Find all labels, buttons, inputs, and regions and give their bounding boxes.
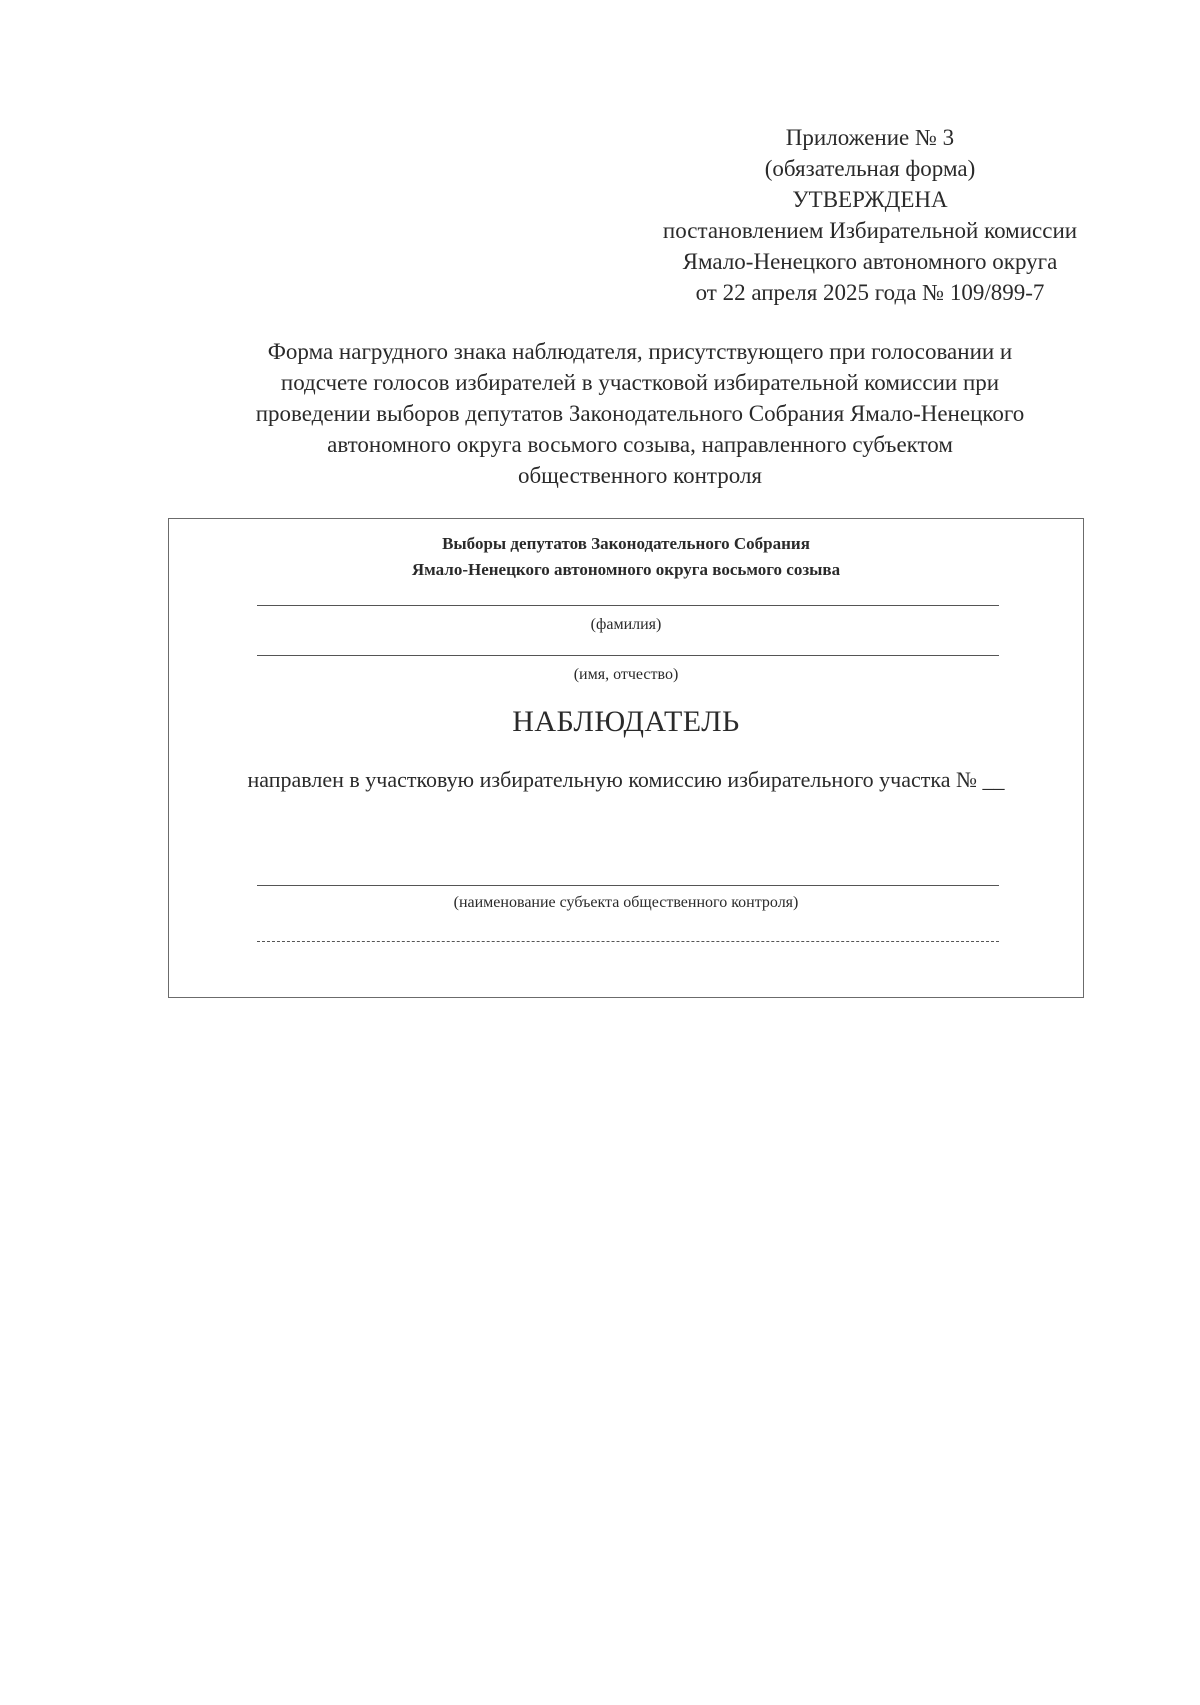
title-line: проведении выборов депутатов Законодательного Собрания Ямало-Ненецкого: [255, 401, 1025, 426]
directed-to-commission-text: направлен в участковую избирательную комиссию избирательного участка № __: [247, 767, 1005, 792]
decree-line: постановлением Избирательной комиссии: [662, 218, 1078, 243]
badge-header-line: Ямало-Ненецкого автономного округа восьмого созыва: [411, 560, 841, 579]
organization-line-2: [257, 941, 999, 942]
approval-block: [620, 122, 1120, 308]
title-line: автономного округа восьмого созыва, направленного субъектом: [327, 432, 953, 457]
decree-line: Ямало-Ненецкого автономного округа: [682, 249, 1058, 274]
title-line: подсчете голосов избирателей в участковой избирательной комиссии при: [280, 370, 1000, 395]
surname-caption: (фамилия): [590, 616, 662, 633]
badge-form: [168, 518, 1084, 998]
name-patronymic-caption: (имя, отчество): [573, 666, 679, 683]
title-line: общественного контроля: [517, 463, 762, 488]
organization-caption: (наименование субъекта общественного контроля): [453, 894, 799, 911]
decree-date-number: от 22 апреля 2025 года № 109/899-7: [695, 280, 1045, 305]
organization-line: [257, 885, 999, 886]
observer-role-title: НАБЛЮДАТЕЛЬ: [512, 705, 740, 738]
form-title: [180, 336, 1100, 491]
badge-header-line: Выборы депутатов Законодательного Собрания: [442, 534, 810, 553]
form-type: (обязательная форма): [764, 156, 976, 181]
approved-stamp-text: УТВЕРЖДЕНА: [792, 187, 948, 212]
title-line: Форма нагрудного знака наблюдателя, присутствующего при голосовании и: [267, 339, 1013, 364]
badge-header: [169, 531, 1083, 583]
surname-line: [257, 605, 999, 606]
name-patronymic-line: [257, 655, 999, 656]
appendix-number: Приложение № 3: [785, 125, 955, 150]
